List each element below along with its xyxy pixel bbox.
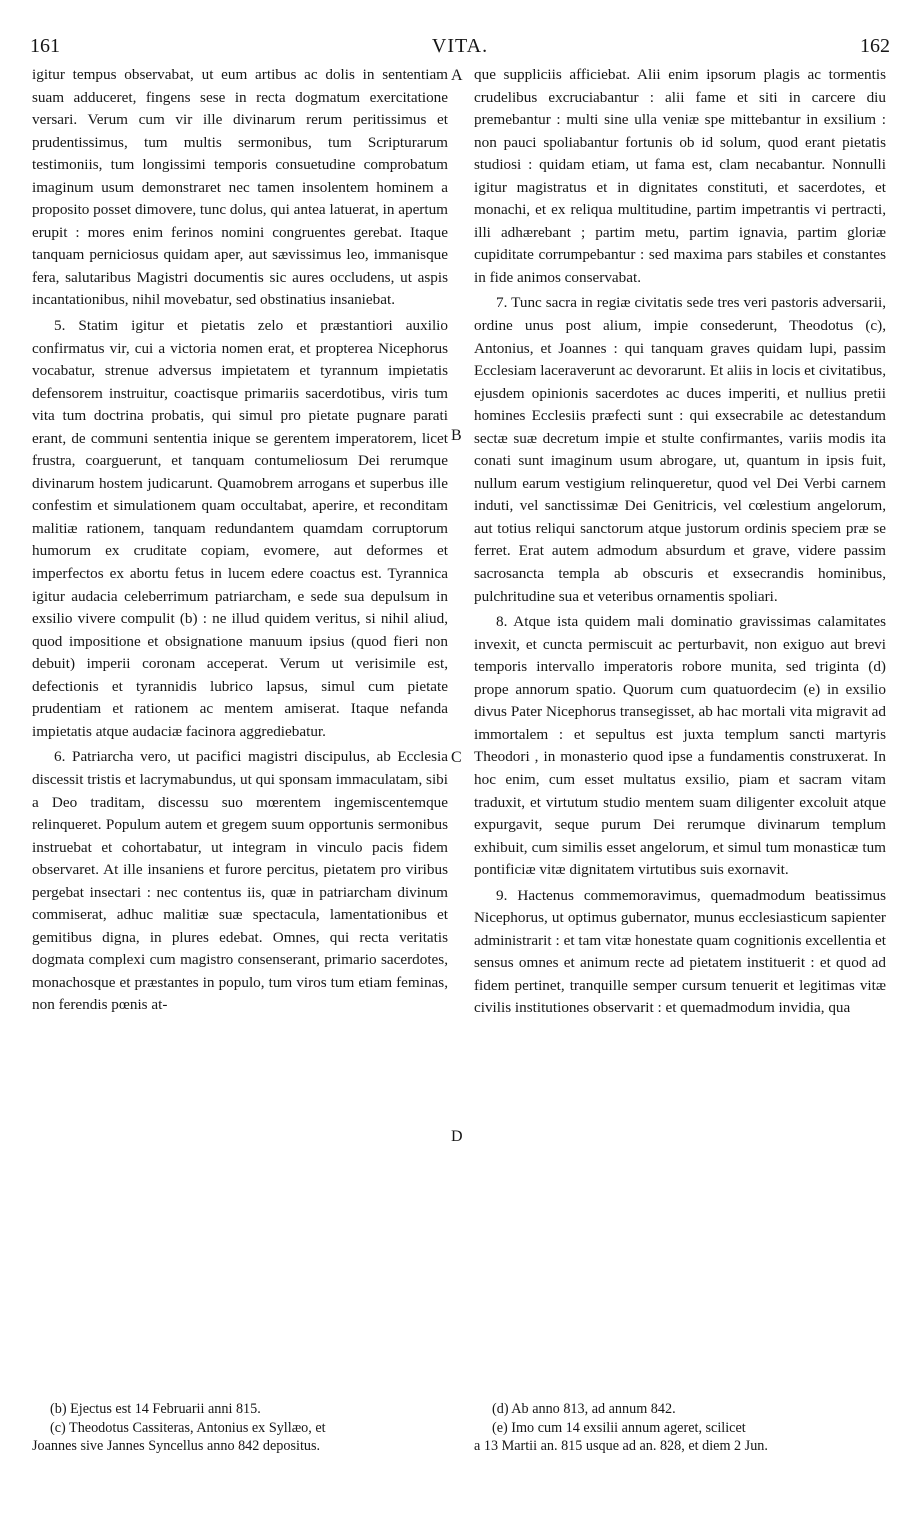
margin-marker-c: C bbox=[451, 749, 462, 766]
paragraph-8: 8. Atque ista quidem mali dominatio gravissimas calamitates invexit, et cuncta permiscuit ac perturbavit, non exiguo aut brevi temporis intervallo imperatoris robore munita, sed triginta (d) prope annorum spatio. Quorum cum quatuordecim (e) in exsilio divus Pater Nicephorus transegisset, ab hac mortali vita migravit ad immortalem : et sepultus est juxta templum sancti martyris Theodori , in monasterio quod ipse a fundamentis construxerat. In hoc enim, cum esset multatus exsilio, piam et sacram vitam traduxit, et virtutum studio mentem suam diligenter excoluit atque expurgavit, seque purum Dei rerumque divinarum templum exhibuit, cum similis esset angelorum, et simul tum monasticæ tum pontificiæ vitæ dignitatem virtutibus suis exornavit. bbox=[474, 613, 886, 879]
footnote-c-continued: Joannes sive Jannes Syncellus anno 842 depositus. bbox=[32, 1438, 321, 1455]
margin-marker-a: A bbox=[451, 67, 463, 84]
paragraph-9: 9. Hactenus commemoravimus, quemadmodum beatissimus Nicephorus, ut optimus gubernator, munus ecclesiasticum sapienter administrarit : et tam vitæ honestate quam cognitionis excellentia et sensus omnes et animum recte ad pietatem instituerit : et quod ad fidem pertinet, tranquille semper cursum tenuerit et legitimas vitæ civilis institutiones observarit : et quemadmodum invidia, qua bbox=[474, 886, 886, 1017]
margin-marker-d: D bbox=[451, 1128, 463, 1145]
footnote-e-continued: a 13 Martii an. 815 usque ad an. 828, et diem 2 Jun. bbox=[474, 1438, 768, 1455]
right-column bbox=[474, 64, 886, 1379]
footnote-d: (d) Ab anno 813, ad annum 842. bbox=[492, 1401, 676, 1417]
page-number-left: 161 bbox=[30, 35, 60, 57]
footnote-e: (e) Imo cum 14 exsilii annum ageret, scilicet bbox=[492, 1419, 746, 1436]
running-title: VITA. bbox=[431, 35, 489, 57]
left-column bbox=[32, 64, 448, 1379]
footnotes-right bbox=[474, 1400, 886, 1456]
paragraph-7: 7. Tunc sacra in regiæ civitatis sede tres veri pastoris adversarii, ordine unus post alium, impie consederunt, Theodotus (c), Antonius, et Joannes : qui tanquam graves quidam lupi, passim Ecclesiam laceraverunt ac devorarunt. Et aliis in locis et civitatibus, ejusdem opinionis sacerdotes ac duces imperiti, et nullius pretii homines Ecclesiis præfecti sunt : qui exsecrabile ac detestandum sectæ suæ decretum impie et stulte confirmantes, variis modis ita conati sunt imaginum usum abrogare, ut, quantum in ipsis fuit, nullum earum vestigium relinqueretur, quod vel Dei Verbi carnem induti, vel sanctissimæ Dei Genitricis, vel cœlestium angelorum, aut totius reliqui sanctorum atque justorum ordinis speciem præ se ferret. Erat autem admodum absurdum et grave, videre passim sacrosancta templa ab obscuris et exsecrandis hominibus, pulchritudine sua et veteribus ornamentis spoliari. bbox=[474, 294, 886, 605]
footnote-c: (c) Theodotus Cassiteras, Antonius ex Syllæo, et bbox=[50, 1419, 326, 1436]
footnote-b: (b) Ejectus est 14 Februarii anni 815. bbox=[50, 1401, 261, 1417]
paragraph-6: 6. Patriarcha vero, ut pacifici magistri discipulus, ab Ecclesia discessit tristis et lacrymabundus, ut qui sponsam immaculatam, sibi a Deo traditam, discessu suo mœrentem ingemiscentemque relinqueret. Populum autem et gregem suum opportunis sermonibus instruebat et cohortabatur, ut integram in vinculo pacis fidem observaret. At ille insaniens et furore percitus, pietatem pro viribus pergebat insectari : nec contentus iis, quæ in patriarcham divinum commiserat, adhuc malitiæ suæ spectacula, lamentationibus et gemitibus digna, in plures edebat. Omnes, qui recta veritatis dogmata complexi cum magistro consenserant, primario sacerdotes, monachosque et præstantes in populo, tum viros tum etiam feminas, non ferendis pœnis at- bbox=[32, 748, 448, 1014]
page-number-right: 162 bbox=[860, 35, 890, 57]
paragraph-continued: igitur tempus observabat, ut eum artibus ac dolis in sententiam suam adduceret, fingens sese in recta dogmatum exercitatione versari. Verum cum vir ille divinarum rerum peritissimus et prudentissimus, tum multis sermonibus, tum Scripturarum testimoniis, tum longissimi temporis consuetudine comprobatum imaginum usum demonstraret nec tamen insolentem hominem a proposito posset dimovere, tunc dolus, qui antea latuerat, in apertum erupit : mores enim ferinos nomini congruentes gerebat. Itaque tanquam perniciosus quidam aper, aut sævissimus leo, immanisque fera, salutaribus Magistri documentis sic aures occludens, ut aspis incantationibus, nihil movebatur, sed obstinatius insaniebat. bbox=[32, 66, 448, 309]
paragraph-continued-right: que suppliciis afficiebat. Alii enim ipsorum plagis ac tormentis crudelibus excruciabantur : alii fame et siti in carcere diu premebantur : multi sine ulla veniæ spe mittebantur in exsilium : non pauci spoliabantur fortunis ob id solum, quod erant pietatis studiosi : quidam etiam, ut fama est, clam necabantur. Nonnulli igitur magistratus et in dignitates constituti, et sacerdotes, et monachi, et ex reliqua multitudine, partim impetrantis vi pertracti, illi adhærebant ; partim metu, partim ignavia, partim gloriæ cupiditate corrumpebantur : sed maxima pars stabiles et constantes in fide animos conservabat. bbox=[474, 66, 886, 286]
margin-marker-b: B bbox=[451, 427, 462, 444]
paragraph-5: 5. Statim igitur et pietatis zelo et præstantiori auxilio confirmatus vir, cui a victoria nomen erat, et propterea Nicephorus vocabatur, strenue adversus impietatem et tyrannum impietatis defensorem instruitur, coactisque primariis sacerdotibus, viris tum vita tum doctrina probatis, qui simul pro pietate pugnare parati erant, de communi sententia inique se gerentem imperatorem, licet frustra, coarguerunt, et tanquam contumeliosum Dei rerumque divinarum hostem judicarunt. Quamobrem arrogans et superbus ille confestim et simulationem quam occultabat, aperire, et reconditam malitiæ rationem, tanquam redundantem quamdam corruptorum humorum ex cruditate copiam, evomere, aut deformes et imperfectos ex abortu fetus in lucem edere coactus est. Tyrannica igitur audacia celeberrimum patriarcham, e sede sua depulsum in exsilio vivere compulit (b) : ne illud quidem veritus, si nihil aliud, quod impositione et obsignatione manuum ipsius (quod fieri non debuit) imperii coronam acceperat. Verum ut verisimile est, defectionis et tyrannidis lubrico lapsus, simul cum pietate prudentiam et rationem ac mentem amiserat. Itaque nefanda impietatis atque audaciæ facinora aggrediebatur. bbox=[32, 317, 448, 740]
footnotes-left bbox=[32, 1400, 452, 1456]
page-header bbox=[30, 34, 890, 64]
